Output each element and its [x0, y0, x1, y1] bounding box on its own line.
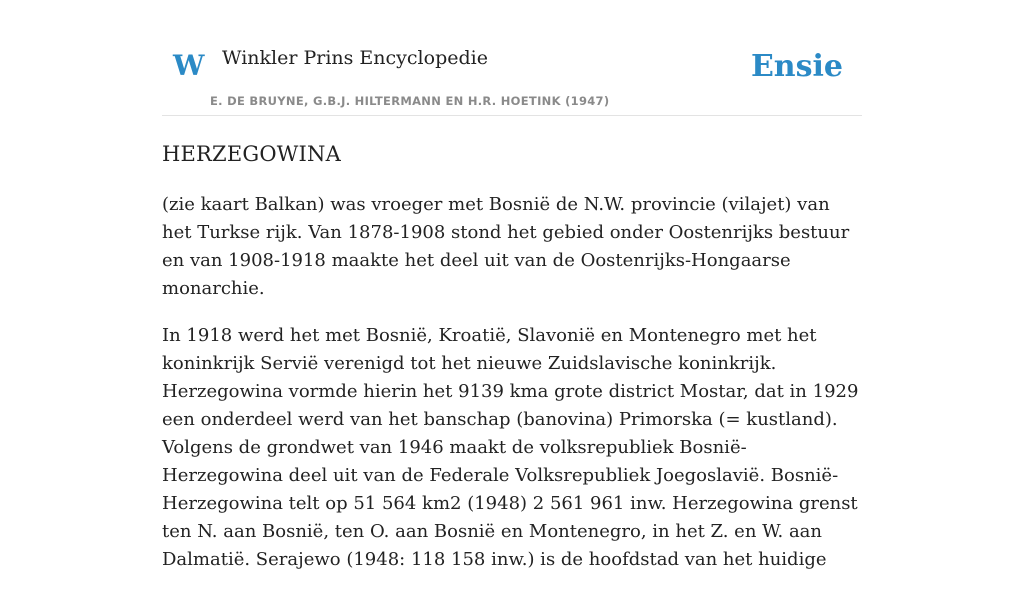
ensie-logo[interactable]: Ensie	[750, 49, 843, 84]
article-title: HERZEGOWINA	[162, 142, 341, 166]
article-paragraph: In 1918 werd het met Bosnië, Kroatië, Slavonië en Montenegro met het koninkrijk Servië verenigd tot het nieuwe Zuidslavische koninkrijk. Herzegowina vormde hierin het 9139 kma grote district Mostar, dat in 1929 een onderdeel werd van het banschap (banovina) Primorska (= kustland). Volgens de grondwet van 1946 maakt de volksrepubliek Bosnië-Herzegowina deel uit van de Federale Volksrepubliek Joegoslavië. Bosnië-Herzegowina telt op 51 564 km2 (1948) 2 561 961 inw. Herzegowina grenst ten N. aan Bosnië, ten O. aan Bosnië en Montenegro, in het Z. en W. aan Dalmatië. Serajewo (1948: 118 158 inw.) is de hoofdstad van het huidige	[162, 325, 859, 571]
authors-line: E. DE BRUYNE, G.B.J. HILTERMANN EN H.R. HOETINK (1947)	[210, 94, 610, 108]
article	[162, 140, 862, 593]
site-title[interactable]: Winkler Prins Encyclopedie	[222, 47, 488, 69]
site-header	[162, 40, 862, 116]
article-paragraph: (zie kaart Balkan) was vroeger met Bosnië de N.W. provincie (vilajet) van het Turkse rijk. Van 1878-1908 stond het gebied onder Oostenrijks bestuur en van 1908-1918 maakte het deel uit van de Oostenrijks-Hongaarse monarchie.	[162, 194, 850, 300]
winkler-prins-logo[interactable]: W	[173, 49, 205, 82]
